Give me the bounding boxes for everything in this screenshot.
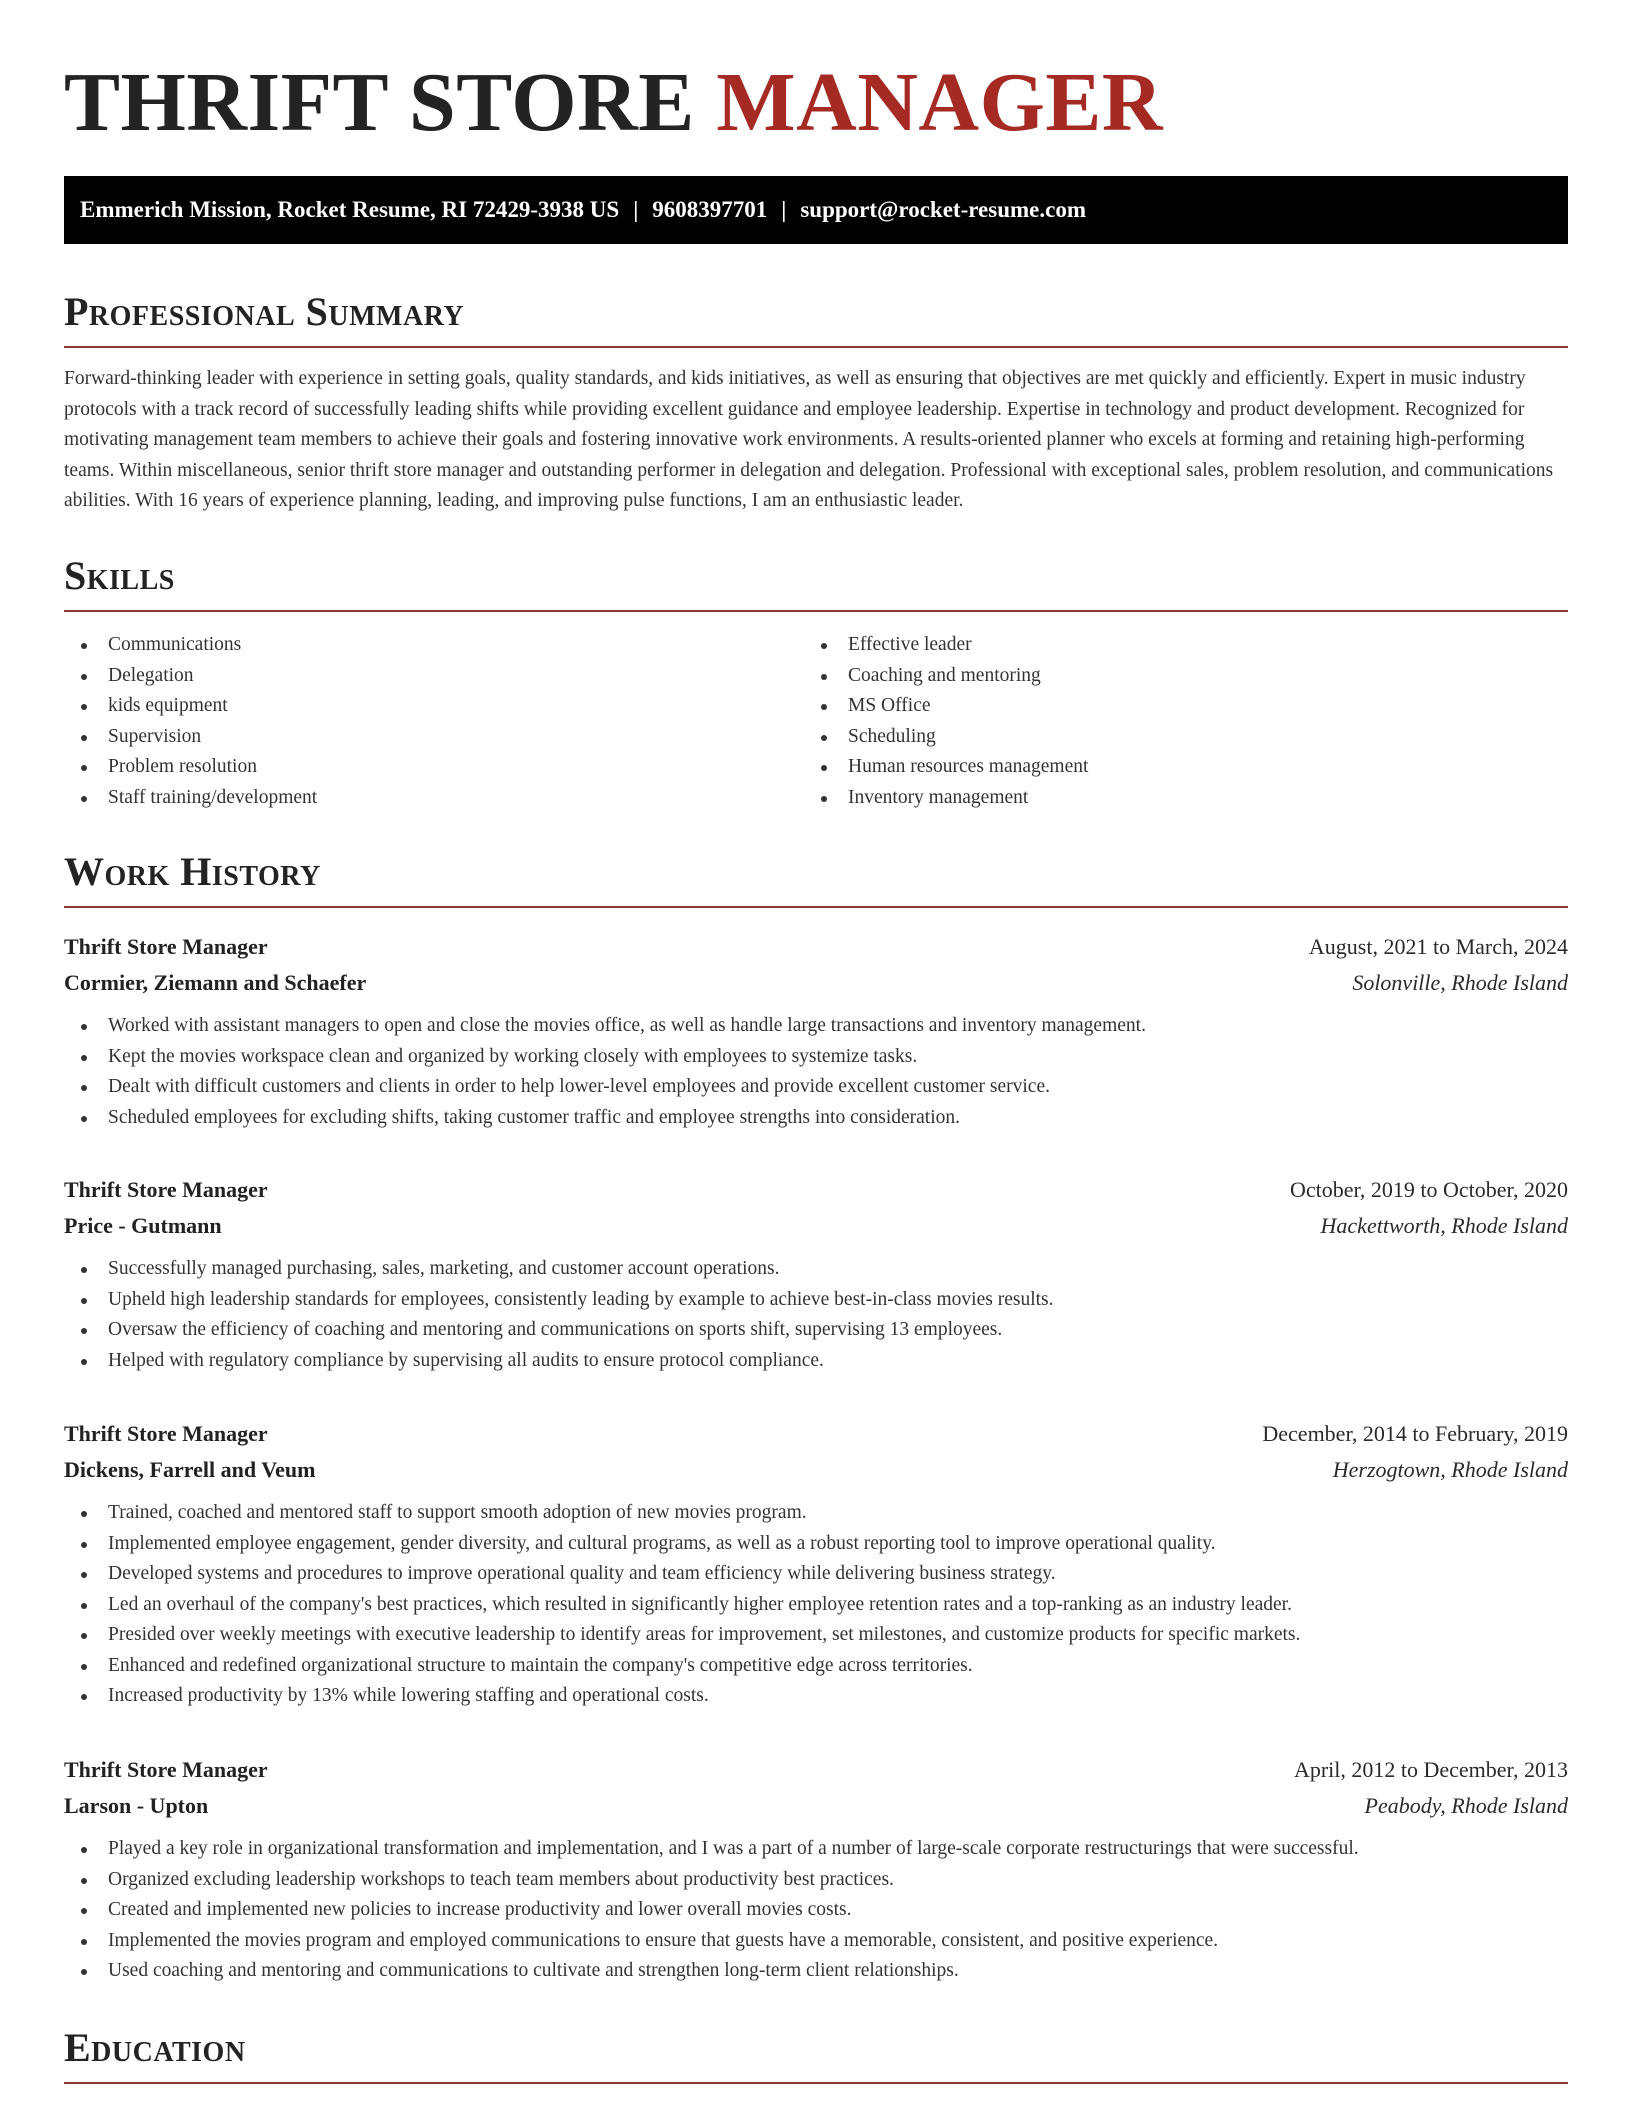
job-entry <box>64 1172 1568 1376</box>
title-accent: MANAGER <box>716 56 1164 149</box>
job-bullet: Kept the movies workspace clean and organized by working closely with employees to systemize tasks. <box>64 1042 1568 1073</box>
work-history-section <box>64 848 1568 908</box>
job-dates: August, 2021 to March, 2024 <box>1308 934 1568 959</box>
job-bullet: Enhanced and redefined organizational structure to maintain the company's competitive edge across territories. <box>64 1651 1568 1682</box>
job-dates: April, 2012 to December, 2013 <box>1293 1757 1568 1782</box>
job-bullets <box>64 1011 1568 1133</box>
skills-section <box>64 552 1568 813</box>
job-bullet: Oversaw the efficiency of coaching and mentoring and communications on sports shift, supervising 13 employees. <box>64 1315 1568 1346</box>
summary-heading: Professional Summary <box>64 289 465 334</box>
job-bullets <box>64 1498 1568 1712</box>
skill-item: Inventory management <box>804 783 1544 814</box>
job-company: Cormier, Ziemann and Schaefer <box>64 970 367 995</box>
skills-heading: Skills <box>64 553 175 598</box>
title-main: THRIFT STORE <box>64 56 695 149</box>
job-location: Solonville, Rhode Island <box>1352 970 1568 995</box>
job-location: Hackettworth, Rhode Island <box>1320 1213 1568 1238</box>
contact-separator: | <box>781 197 787 222</box>
job-bullet: Worked with assistant managers to open and close the movies office, as well as handle large transactions and inventory management. <box>64 1011 1568 1042</box>
skill-item: Problem resolution <box>64 752 804 783</box>
job-location: Herzogtown, Rhode Island <box>1332 1457 1568 1482</box>
job-bullet: Upheld high leadership standards for employees, consistently leading by example to achieve best-in-class movies results. <box>64 1285 1568 1316</box>
job-bullet: Used coaching and mentoring and communications to cultivate and strengthen long-term client relationships. <box>64 1956 1568 1987</box>
section-divider <box>64 2082 1568 2084</box>
skills-list <box>64 630 1568 813</box>
job-bullet: Scheduled employees for excluding shifts, taking customer traffic and employee strengths into consideration. <box>64 1103 1568 1134</box>
education-section <box>64 2024 1568 2084</box>
job-bullet: Organized excluding leadership workshops to teach team members about productivity best practices. <box>64 1865 1568 1896</box>
contact-phone: 9608397701 <box>652 197 768 222</box>
skill-item: Coaching and mentoring <box>804 661 1544 692</box>
skills-column-left <box>64 630 804 813</box>
job-company: Price - Gutmann <box>64 1213 222 1238</box>
job-title: Thrift Store Manager <box>64 1421 268 1446</box>
resume-title <box>64 58 1163 148</box>
summary-section <box>64 288 1568 536</box>
job-bullet: Played a key role in organizational transformation and implementation, and I was a part of a number of large-scale corporate restructurings that were successful. <box>64 1834 1568 1865</box>
job-bullet: Dealt with difficult customers and clients in order to help lower-level employees and provide excellent customer service. <box>64 1072 1568 1103</box>
skill-item: Staff training/development <box>64 783 804 814</box>
contact-address: Emmerich Mission, Rocket Resume, RI 72429-3938 US <box>80 197 620 222</box>
job-bullet: Created and implemented new policies to increase productivity and lower overall movies costs. <box>64 1895 1568 1926</box>
skill-item: Human resources management <box>804 752 1544 783</box>
skill-item: Communications <box>64 630 804 661</box>
job-bullet: Implemented the movies program and employed communications to ensure that guests have a memorable, consistent, and positive experience. <box>64 1926 1568 1957</box>
skill-item: Effective leader <box>804 630 1544 661</box>
section-divider <box>64 906 1568 908</box>
skill-item: Delegation <box>64 661 804 692</box>
contact-bar <box>64 176 1568 244</box>
job-bullet: Trained, coached and mentored staff to support smooth adoption of new movies program. <box>64 1498 1568 1529</box>
job-title: Thrift Store Manager <box>64 934 268 959</box>
job-location: Peabody, Rhode Island <box>1364 1793 1568 1818</box>
job-bullet: Helped with regulatory compliance by supervising all audits to ensure protocol compliance. <box>64 1346 1568 1377</box>
job-bullet: Implemented employee engagement, gender diversity, and cultural programs, as well as a robust reporting tool to improve operational quality. <box>64 1529 1568 1560</box>
skills-column-right <box>804 630 1544 813</box>
job-dates: October, 2019 to October, 2020 <box>1289 1177 1568 1202</box>
section-divider <box>64 346 1568 348</box>
job-company: Dickens, Farrell and Veum <box>64 1457 316 1482</box>
job-bullet: Increased productivity by 13% while lowering staffing and operational costs. <box>64 1681 1568 1712</box>
job-entry <box>64 1752 1568 1987</box>
skill-item: Scheduling <box>804 722 1544 753</box>
job-entry <box>64 929 1568 1133</box>
job-bullet: Successfully managed purchasing, sales, marketing, and customer account operations. <box>64 1254 1568 1285</box>
contact-separator: | <box>633 197 639 222</box>
summary-text: Forward-thinking leader with experience in setting goals, quality standards, and kids initiatives, as well as ensuring that objectives are met quickly and efficiently. Expert in music industry protocols with a track record of successfully leading shifts while providing excellent guidance and employee leadership. Expertise in technology and product development. Recognized for motivating management team members to achieve their goals and fostering innovative work environments. A results-oriented planner who excels at forming and retaining high-performing teams. Within miscellaneous, senior thrift store manager and outstanding performer in delegation and delegation. Professional with exceptional sales, problem resolution, and communications abilities. With 16 years of experience planning, leading, and improving pulse functions, I am an enthusiastic leader. <box>64 368 1554 511</box>
job-bullets <box>64 1834 1568 1987</box>
education-heading: Education <box>64 2025 246 2070</box>
job-dates: December, 2014 to February, 2019 <box>1262 1421 1568 1446</box>
job-entry <box>64 1416 1568 1712</box>
job-bullet: Presided over weekly meetings with executive leadership to identify areas for improvement, set milestones, and customize products for specific markets. <box>64 1620 1568 1651</box>
job-title: Thrift Store Manager <box>64 1177 268 1202</box>
skill-item: Supervision <box>64 722 804 753</box>
work-history-heading: Work History <box>64 849 321 894</box>
contact-email[interactable]: support@rocket-resume.com <box>800 197 1086 222</box>
job-title: Thrift Store Manager <box>64 1757 268 1782</box>
job-bullets <box>64 1254 1568 1376</box>
job-bullet: Developed systems and procedures to improve operational quality and team efficiency while delivering business strategy. <box>64 1559 1568 1590</box>
skill-item: kids equipment <box>64 691 804 722</box>
section-divider <box>64 610 1568 612</box>
job-bullet: Led an overhaul of the company's best practices, which resulted in significantly higher employee retention rates and a top-ranking as an industry leader. <box>64 1590 1568 1621</box>
job-company: Larson - Upton <box>64 1793 209 1818</box>
skill-item: MS Office <box>804 691 1544 722</box>
